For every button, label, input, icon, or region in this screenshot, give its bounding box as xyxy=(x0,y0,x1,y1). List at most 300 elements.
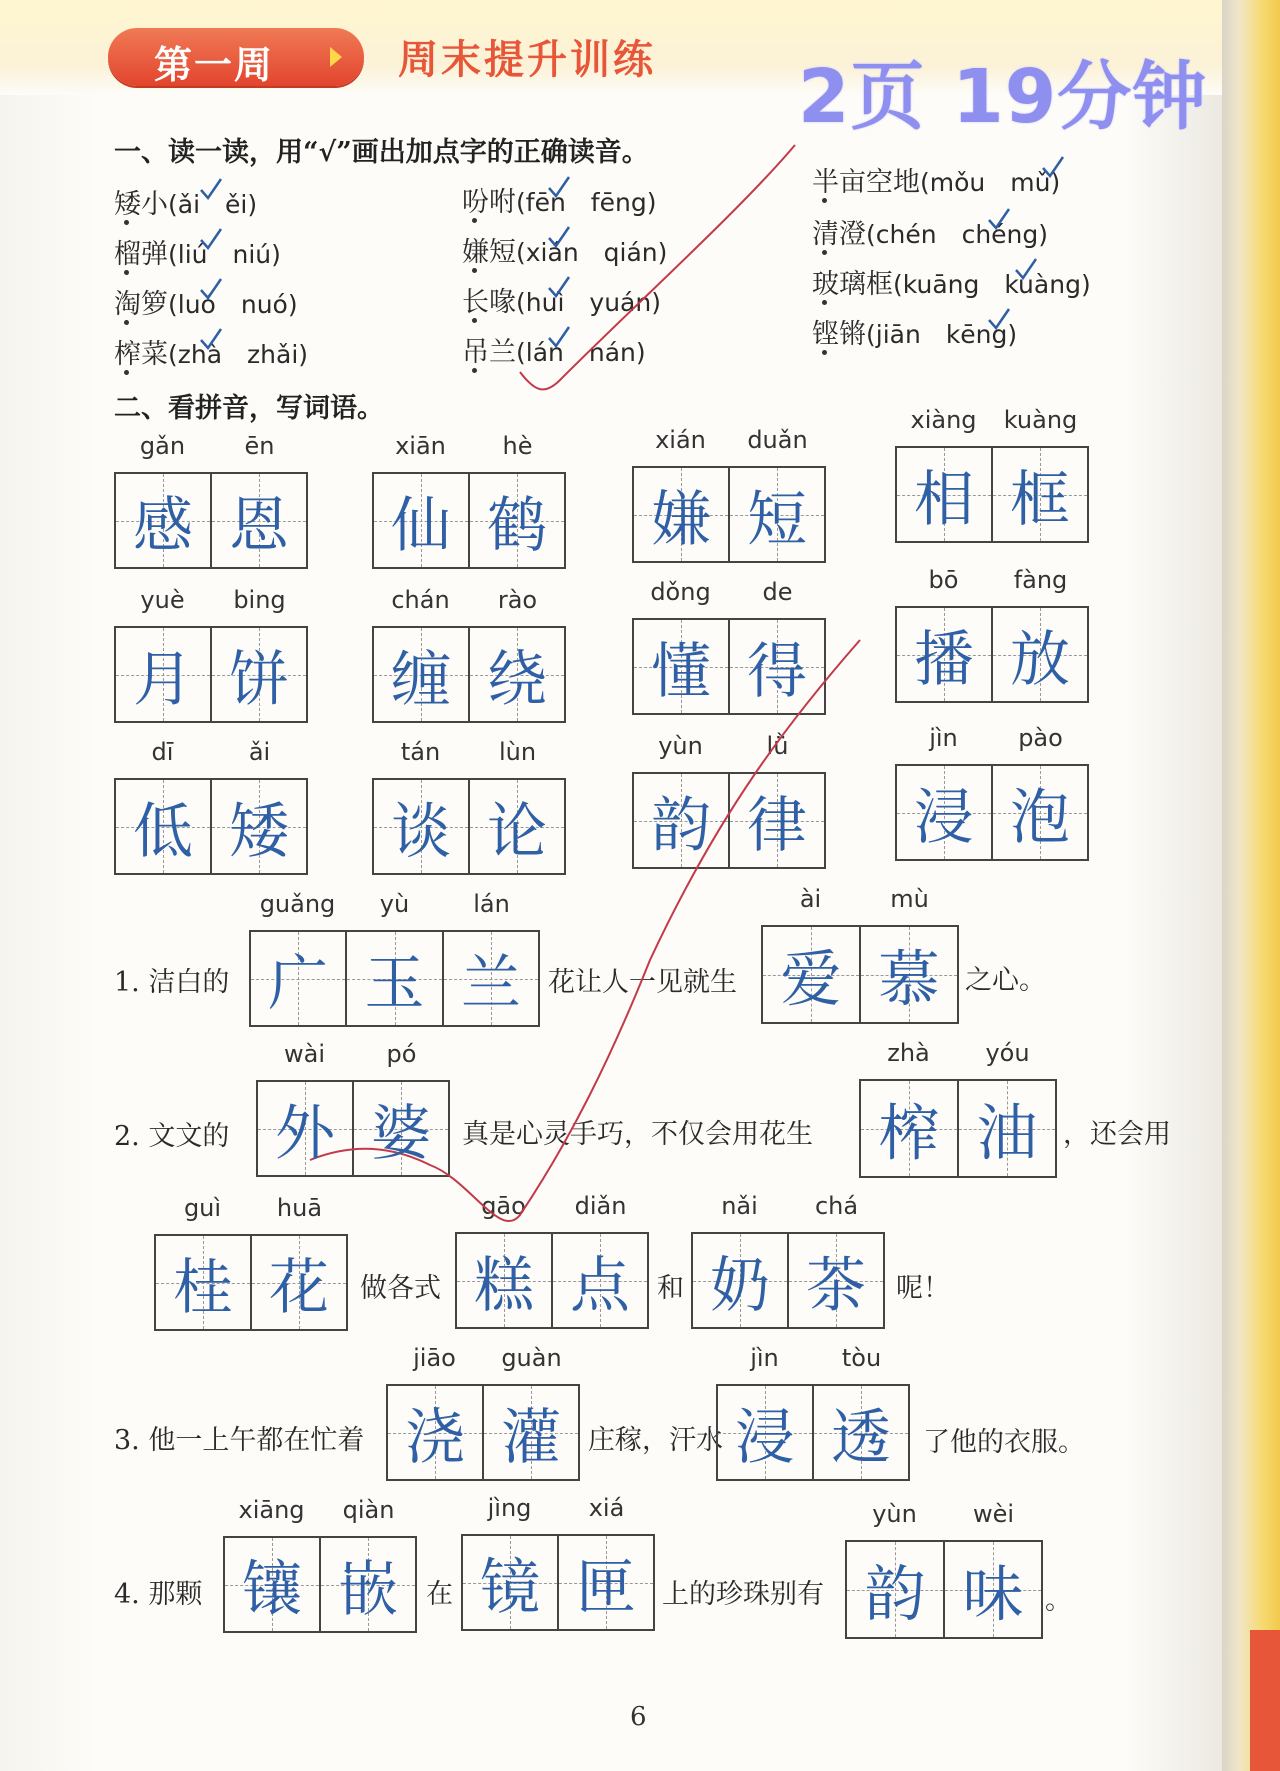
pinyin-label: xiān xyxy=(395,432,446,460)
page-title: 周末提升训练 xyxy=(398,37,656,83)
pinyin-label: xiàng xyxy=(910,406,977,434)
emphasis-dot xyxy=(472,368,477,373)
pinyin-row xyxy=(114,738,308,768)
check-icon xyxy=(198,176,224,202)
pinyin-label: fàng xyxy=(1013,566,1068,594)
writing-boxes xyxy=(372,472,566,569)
handwritten-char: 兰 xyxy=(461,948,521,1019)
week-badge xyxy=(108,28,364,86)
sentence-text: 。 xyxy=(1045,1585,1072,1616)
handwritten-char: 月 xyxy=(133,644,193,715)
word-box-group xyxy=(895,566,1089,703)
sentence-text: 上的珍珠别有 xyxy=(662,1579,824,1610)
paren-close: ) xyxy=(287,290,298,319)
pinyin-label: jìn xyxy=(750,1344,779,1372)
writing-boxes xyxy=(455,1232,649,1329)
pinyin-row xyxy=(761,885,959,915)
writing-cell[interactable] xyxy=(114,626,211,723)
pinyin-row xyxy=(455,1192,649,1222)
pinyin-row xyxy=(372,738,566,768)
handwritten-char: 广 xyxy=(268,948,328,1019)
item-options: fēn fēng xyxy=(525,188,647,217)
writing-cell[interactable] xyxy=(223,1536,320,1633)
pinyin-label: duǎn xyxy=(747,426,808,454)
check-icon xyxy=(546,224,572,250)
writing-cell[interactable] xyxy=(958,1079,1057,1178)
pinyin-row xyxy=(372,432,566,462)
item-options: ǎi ěi xyxy=(177,190,248,219)
item-options: luó nuó xyxy=(177,290,288,319)
pinyin-row xyxy=(632,732,826,762)
book-edge xyxy=(1222,0,1280,1771)
writing-boxes xyxy=(114,472,308,569)
word-box-group xyxy=(114,586,308,723)
handwritten-char: 播 xyxy=(914,624,974,695)
word-box-group xyxy=(372,586,566,723)
sentence-text: 呢！ xyxy=(896,1273,950,1304)
pinyin-label: yù xyxy=(379,890,410,918)
handwritten-char: 相 xyxy=(914,464,974,535)
emphasis-dot xyxy=(822,350,827,355)
paren-close: ) xyxy=(298,340,309,369)
paren-open: ( xyxy=(516,238,526,267)
pinyin-row xyxy=(845,1500,1043,1530)
writing-boxes xyxy=(716,1384,910,1481)
handwritten-char: 低 xyxy=(133,796,193,867)
paren-open: ( xyxy=(866,320,876,349)
paren-close: ) xyxy=(1050,168,1061,197)
writing-cell[interactable] xyxy=(992,446,1089,543)
writing-cell[interactable] xyxy=(469,472,566,569)
item-word: 矮小 xyxy=(114,189,168,220)
section2-title: 二、看拼音，写词语。 xyxy=(114,393,384,424)
paren-close: ) xyxy=(1080,270,1091,299)
writing-cell[interactable] xyxy=(761,925,860,1024)
paren-open: ( xyxy=(866,220,876,249)
item-word: 玻璃框 xyxy=(812,269,893,300)
handwritten-char: 慕 xyxy=(878,944,940,1015)
emphasis-dot xyxy=(472,268,477,273)
handwritten-char: 缠 xyxy=(391,644,451,715)
item-word: 清澄 xyxy=(812,219,866,250)
writing-cell[interactable] xyxy=(895,764,992,861)
check-icon xyxy=(198,276,224,302)
pinyin-label: wài xyxy=(283,1040,325,1068)
paren-open: ( xyxy=(516,338,526,367)
sentence-text: 3. 他一上午都在忙着 xyxy=(114,1425,365,1456)
word-box-group xyxy=(114,738,308,875)
word-box-group xyxy=(386,1344,580,1481)
handwritten-char: 浸 xyxy=(914,782,974,853)
word-box-group xyxy=(455,1192,649,1329)
word-box-group xyxy=(632,426,826,563)
pinyin-label: ǎi xyxy=(248,738,271,766)
pinyin-label: ài xyxy=(799,885,822,913)
pinyin-row xyxy=(859,1039,1057,1069)
pinyin-label: gǎn xyxy=(139,432,186,460)
pinyin-row xyxy=(386,1344,580,1374)
writing-cell[interactable] xyxy=(845,1540,944,1639)
writing-boxes xyxy=(632,772,826,869)
pinyin-label: pào xyxy=(1018,724,1063,752)
pinyin-label: xián xyxy=(655,426,706,454)
handwritten-char: 爱 xyxy=(780,944,842,1015)
pinyin-label: huā xyxy=(276,1194,323,1222)
writing-boxes xyxy=(372,778,566,875)
emphasis-dot xyxy=(822,198,827,203)
pinyin-label: qiàn xyxy=(342,1496,395,1524)
writing-cell[interactable] xyxy=(632,772,729,869)
sentence-text: 花让人一见就生 xyxy=(548,967,737,998)
item-options: xián qián xyxy=(525,238,658,267)
writing-cell[interactable] xyxy=(372,778,469,875)
word-box-group xyxy=(895,724,1089,861)
handwritten-char: 律 xyxy=(747,790,807,861)
writing-cell[interactable] xyxy=(788,1232,885,1329)
check-icon xyxy=(546,274,572,300)
writing-cell[interactable] xyxy=(211,778,308,875)
writing-cell[interactable] xyxy=(469,626,566,723)
writing-boxes xyxy=(372,626,566,723)
writing-boxes xyxy=(845,1540,1043,1639)
handwritten-char: 韵 xyxy=(651,790,711,861)
pinyin-row xyxy=(372,586,566,616)
emphasis-dot xyxy=(472,218,477,223)
check-icon xyxy=(198,226,224,252)
paren-close: ) xyxy=(651,288,661,317)
pinyin-label: guàn xyxy=(501,1344,562,1372)
handwritten-char: 榨 xyxy=(878,1098,940,1169)
handwritten-char: 谈 xyxy=(391,796,451,867)
pronunciation-item xyxy=(812,262,1091,301)
item-options: chén chéng xyxy=(875,220,1039,249)
pinyin-row xyxy=(249,890,540,920)
pinyin-label: bing xyxy=(233,586,286,614)
pinyin-label: lán xyxy=(473,890,510,918)
writing-boxes xyxy=(223,1536,417,1633)
item-options: liú niú xyxy=(177,240,272,269)
handwritten-char: 感 xyxy=(133,490,193,561)
handwritten-char: 花 xyxy=(269,1252,329,1323)
item-options: mǒu mǔ xyxy=(929,168,1051,197)
handwritten-char: 懂 xyxy=(651,636,711,707)
pinyin-label: guǎng xyxy=(259,890,336,918)
writing-cell[interactable] xyxy=(895,606,992,703)
sentence-text: 真是心灵手巧，不仅会用花生 xyxy=(462,1119,813,1150)
writing-cell[interactable] xyxy=(469,778,566,875)
writing-boxes xyxy=(632,618,826,715)
word-box-group xyxy=(761,885,959,1024)
writing-boxes xyxy=(632,466,826,563)
word-box-group xyxy=(249,890,540,1027)
handwritten-char: 匣 xyxy=(576,1552,636,1623)
paren-open: ( xyxy=(920,168,930,197)
emphasis-dot xyxy=(822,300,827,305)
writing-cell[interactable] xyxy=(114,778,211,875)
check-icon xyxy=(546,174,572,200)
handwritten-char: 镜 xyxy=(480,1552,540,1623)
writing-boxes xyxy=(895,446,1089,543)
handwritten-char: 桂 xyxy=(173,1252,233,1323)
emphasis-dot xyxy=(472,318,477,323)
writing-boxes xyxy=(249,930,540,1027)
paren-close: ) xyxy=(1038,220,1049,249)
word-box-group xyxy=(895,406,1089,543)
pinyin-row xyxy=(632,426,826,456)
word-box-group xyxy=(632,732,826,869)
item-word: 半亩空地 xyxy=(812,167,920,198)
pinyin-label: kuàng xyxy=(1003,406,1078,434)
handwritten-char: 韵 xyxy=(864,1559,926,1630)
paren-close: ) xyxy=(646,188,657,217)
pinyin-row xyxy=(114,586,308,616)
word-box-group xyxy=(461,1494,655,1631)
handwritten-char: 奶 xyxy=(710,1250,770,1321)
handwritten-char: 短 xyxy=(747,484,807,555)
handwritten-char: 泡 xyxy=(1010,782,1070,853)
paren-open: ( xyxy=(516,288,526,317)
handwritten-char: 油 xyxy=(976,1098,1038,1169)
word-box-group xyxy=(632,578,826,715)
sentence-text: 和 xyxy=(657,1273,684,1304)
pinyin-label: de xyxy=(762,578,793,606)
handwritten-char: 灌 xyxy=(501,1402,561,1473)
writing-cell[interactable] xyxy=(372,626,469,723)
time-stamp: 2页 19分钟 xyxy=(798,54,1208,140)
handwritten-char: 镶 xyxy=(242,1554,302,1625)
paren-close: ) xyxy=(271,240,281,269)
writing-cell[interactable] xyxy=(249,930,346,1027)
pinyin-label: tán xyxy=(400,738,441,766)
writing-cell[interactable] xyxy=(154,1234,251,1331)
pinyin-label: guì xyxy=(183,1194,222,1222)
emphasis-dot xyxy=(822,250,827,255)
writing-cell[interactable] xyxy=(813,1384,910,1481)
writing-cell[interactable] xyxy=(483,1384,580,1481)
sentence-text: ，还会用 xyxy=(1063,1119,1171,1150)
pinyin-label: dī xyxy=(151,738,174,766)
pinyin-row xyxy=(895,724,1089,754)
paren-open: ( xyxy=(168,290,178,319)
paren-open: ( xyxy=(168,340,178,369)
paren-open: ( xyxy=(168,190,178,219)
pinyin-row xyxy=(223,1496,417,1526)
writing-boxes xyxy=(761,925,959,1024)
pronunciation-item xyxy=(812,212,1048,251)
word-box-group xyxy=(154,1194,348,1331)
pinyin-label: wèi xyxy=(972,1500,1015,1528)
writing-cell[interactable] xyxy=(558,1534,655,1631)
emphasis-dot xyxy=(124,370,129,375)
word-box-group xyxy=(372,432,566,569)
writing-cell[interactable] xyxy=(716,1384,813,1481)
pronunciation-item xyxy=(812,160,1060,199)
pinyin-label: yùn xyxy=(658,732,703,760)
paren-open: ( xyxy=(168,240,178,269)
sentence-text: 在 xyxy=(426,1579,453,1610)
writing-cell[interactable] xyxy=(386,1384,483,1481)
handwritten-char: 透 xyxy=(831,1402,891,1473)
sentence-text: 庄稼，汗水 xyxy=(588,1425,723,1456)
writing-cell[interactable] xyxy=(632,466,729,563)
word-box-group xyxy=(859,1039,1057,1178)
handwritten-char: 外 xyxy=(275,1098,335,1169)
emphasis-dot xyxy=(124,320,129,325)
pinyin-row xyxy=(691,1192,885,1222)
sentence-text: 做各式 xyxy=(360,1273,441,1304)
writing-cell[interactable] xyxy=(211,472,308,569)
writing-cell[interactable] xyxy=(859,1079,958,1178)
pinyin-label: yuè xyxy=(140,586,185,614)
writing-cell[interactable] xyxy=(632,618,729,715)
writing-boxes xyxy=(154,1234,348,1331)
handwritten-char: 浇 xyxy=(405,1402,465,1473)
writing-cell[interactable] xyxy=(256,1080,353,1177)
emphasis-dot xyxy=(124,270,129,275)
pinyin-label: yóu xyxy=(985,1039,1030,1067)
pinyin-row xyxy=(895,566,1089,596)
item-word: 榴弹 xyxy=(114,239,168,270)
item-options: kuāng kuàng xyxy=(902,270,1081,299)
handwritten-char: 婆 xyxy=(371,1098,431,1169)
word-box-group xyxy=(845,1500,1043,1639)
handwritten-char: 鹤 xyxy=(487,490,547,561)
writing-cell[interactable] xyxy=(944,1540,1043,1639)
paren-close: ) xyxy=(1007,320,1018,349)
item-word: 榨菜 xyxy=(114,339,168,370)
writing-cell[interactable] xyxy=(455,1232,552,1329)
handwritten-char: 嫌 xyxy=(651,484,711,555)
paren-close: ) xyxy=(657,238,668,267)
writing-boxes xyxy=(114,626,308,723)
pinyin-row xyxy=(114,432,308,462)
pinyin-row xyxy=(154,1194,348,1224)
pinyin-label: nǎi xyxy=(721,1192,758,1220)
sentence-text: 了他的衣服。 xyxy=(923,1427,1085,1458)
handwritten-char: 嵌 xyxy=(338,1554,398,1625)
handwritten-char: 恩 xyxy=(229,490,289,561)
section1-title: 一、读一读，用“√”画出加点字的正确读音。 xyxy=(114,137,649,168)
writing-cell[interactable] xyxy=(691,1232,788,1329)
writing-boxes xyxy=(256,1080,450,1177)
writing-cell[interactable] xyxy=(461,1534,558,1631)
writing-cell[interactable] xyxy=(729,772,826,869)
writing-boxes xyxy=(895,764,1089,861)
word-box-group xyxy=(256,1040,450,1177)
pinyin-label: tòu xyxy=(841,1344,882,1372)
handwritten-char: 饼 xyxy=(229,644,289,715)
handwritten-char: 茶 xyxy=(806,1250,866,1321)
pinyin-row xyxy=(895,406,1089,436)
page-number: 6 xyxy=(630,1702,647,1732)
pinyin-label: jiāo xyxy=(413,1344,456,1372)
writing-cell[interactable] xyxy=(992,764,1089,861)
writing-cell[interactable] xyxy=(895,446,992,543)
item-word: 嫌短 xyxy=(462,237,516,268)
pinyin-label: lùn xyxy=(498,738,537,766)
writing-cell[interactable] xyxy=(729,466,826,563)
check-icon xyxy=(986,306,1012,332)
pinyin-label: chá xyxy=(814,1192,859,1220)
sentence-text: 之心。 xyxy=(965,965,1046,996)
sentence-text: 2. 文文的 xyxy=(114,1121,230,1152)
pinyin-label: ēn xyxy=(244,432,275,460)
item-word: 铿锵 xyxy=(812,319,866,350)
sentence-text: 1. 洁白的 xyxy=(114,967,230,998)
writing-cell[interactable] xyxy=(443,930,540,1027)
handwritten-char: 浸 xyxy=(735,1402,795,1473)
item-options: jiān kēng xyxy=(875,320,1008,349)
week-label: 第一周 xyxy=(154,43,275,87)
pinyin-label: yùn xyxy=(872,1500,917,1528)
writing-cell[interactable] xyxy=(251,1234,348,1331)
pinyin-row xyxy=(632,578,826,608)
item-options: lán nán xyxy=(525,338,636,367)
writing-boxes xyxy=(859,1079,1057,1178)
check-icon xyxy=(546,324,572,350)
handwritten-char: 放 xyxy=(1010,624,1070,695)
handwritten-char: 味 xyxy=(962,1559,1024,1630)
paren-open: ( xyxy=(516,188,526,217)
writing-cell[interactable] xyxy=(211,626,308,723)
word-box-group xyxy=(223,1496,417,1633)
pinyin-row xyxy=(461,1494,655,1524)
word-box-group xyxy=(691,1192,885,1329)
item-word: 吊兰 xyxy=(462,337,516,368)
sentence-text: 4. 那颗 xyxy=(114,1579,203,1610)
handwritten-char: 论 xyxy=(487,796,547,867)
paren-close: ) xyxy=(247,190,258,219)
pinyin-label: gāo xyxy=(481,1192,526,1220)
writing-cell[interactable] xyxy=(320,1536,417,1633)
paren-close: ) xyxy=(635,338,646,367)
item-options: zhà zhǎi xyxy=(177,340,299,369)
check-icon xyxy=(1013,256,1039,282)
pinyin-label: bō xyxy=(928,566,959,594)
word-box-group xyxy=(114,432,308,569)
writing-boxes xyxy=(114,778,308,875)
emphasis-dot xyxy=(124,220,129,225)
writing-boxes xyxy=(691,1232,885,1329)
writing-cell[interactable] xyxy=(552,1232,649,1329)
pinyin-label: chán xyxy=(391,586,450,614)
pinyin-label: lǜ xyxy=(766,732,789,760)
pinyin-label: diǎn xyxy=(574,1192,627,1220)
check-icon xyxy=(1040,154,1066,180)
writing-cell[interactable] xyxy=(372,472,469,569)
writing-cell[interactable] xyxy=(353,1080,450,1177)
item-options: huì yuán xyxy=(525,288,652,317)
pinyin-row xyxy=(716,1344,910,1374)
item-word: 吩咐 xyxy=(462,187,516,218)
book-edge-tab xyxy=(1250,1630,1280,1771)
writing-boxes xyxy=(895,606,1089,703)
pinyin-label: hè xyxy=(502,432,533,460)
pinyin-label: pó xyxy=(386,1040,417,1068)
writing-cell[interactable] xyxy=(992,606,1089,703)
writing-cell[interactable] xyxy=(346,930,443,1027)
word-box-group xyxy=(372,738,566,875)
pinyin-label: jìn xyxy=(929,724,958,752)
handwritten-char: 仙 xyxy=(391,490,451,561)
pinyin-label: dǒng xyxy=(650,578,711,606)
writing-cell[interactable] xyxy=(729,618,826,715)
writing-cell[interactable] xyxy=(860,925,959,1024)
pinyin-label: jìng xyxy=(487,1494,532,1522)
writing-cell[interactable] xyxy=(114,472,211,569)
pinyin-row xyxy=(256,1040,450,1070)
handwritten-char: 矮 xyxy=(229,796,289,867)
